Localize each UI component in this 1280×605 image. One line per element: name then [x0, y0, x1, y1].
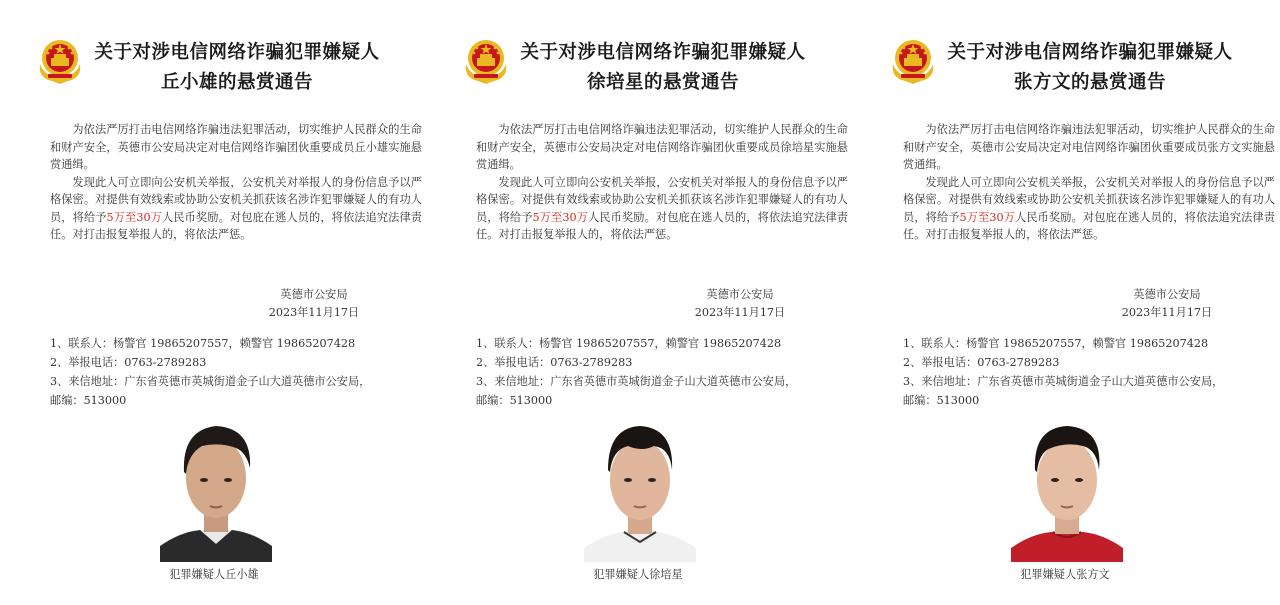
mail-address: 3、来信地址：广东省英德市英城街道金子山大道英德市公安局， — [50, 375, 371, 388]
contact-list — [50, 334, 422, 410]
issuer-name: 英德市公安局 — [280, 288, 348, 301]
issuer-block — [680, 286, 800, 321]
paragraph-1: 为依法严厉打击电信网络诈骗违法犯罪活动，切实维护人民群众的生命和财产安全，英德市公安局决定对电信网络诈骗团伙重要成员张方文实施悬赏通缉。 — [903, 123, 1275, 171]
paragraph-2-start: 发现此人可立即向公安机关举报，公安机关对举报人的身份信息予以严格保密。对提供有效线索或协助公安机关抓获该名涉诈犯罪嫌疑人的有功人员，将给予 — [903, 175, 1275, 224]
title-line-1: 关于对涉电信网络诈骗犯罪嫌疑人 — [520, 42, 806, 63]
postcode: 邮编：513000 — [50, 394, 127, 407]
issue-date: 2023年11月17日 — [694, 305, 786, 319]
contact-list — [476, 334, 848, 410]
paragraph-1: 为依法严厉打击电信网络诈骗违法犯罪活动，切实维护人民群众的生命和财产安全，英德市公安局决定对电信网络诈骗团伙重要成员徐培星实施悬赏通缉。 — [476, 123, 848, 171]
suspect-photo — [160, 414, 272, 562]
suspect-caption: 犯罪嫌疑人丘小雄 — [169, 568, 259, 581]
contact-persons: 1、联系人：杨警官 19865207557，赖警官 19865207428 — [903, 337, 1209, 350]
reward-amount: 5万至30万 — [959, 210, 1016, 224]
mail-address: 3、来信地址：广东省英德市英城街道金子山大道英德市公安局， — [476, 375, 797, 388]
paragraph-2-end: 人民币奖励。对包庇在逃人员的，将依法追究法律责任。对打击报复举报人的，将依法严惩。 — [50, 210, 422, 241]
postcode: 邮编：513000 — [476, 394, 553, 407]
issue-date: 2023年11月17日 — [1121, 305, 1213, 319]
paragraph-2-start: 发现此人可立即向公安机关举报，公安机关对举报人的身份信息予以严格保密。对提供有效线索或协助公安机关抓获该名涉诈犯罪嫌疑人的有功人员，将给予 — [476, 175, 848, 224]
paragraph-2-start: 发现此人可立即向公安机关举报，公安机关对举报人的身份信息予以严格保密。对提供有效线索或协助公安机关抓获该名涉诈犯罪嫌疑人的有功人员，将给予 — [50, 175, 422, 224]
notice-body — [903, 121, 1275, 244]
suspect-photo — [1011, 414, 1123, 562]
suspect-photo — [584, 414, 696, 562]
reward-amount: 5万至30万 — [532, 210, 589, 224]
title-line-1: 关于对涉电信网络诈骗犯罪嫌疑人 — [94, 42, 380, 63]
suspect-caption: 犯罪嫌疑人徐培星 — [593, 568, 683, 581]
issuer-block — [254, 286, 374, 321]
paragraph-2 — [903, 174, 1275, 244]
issue-date: 2023年11月17日 — [268, 305, 360, 319]
title-line-2: 张方文的悬赏通告 — [1013, 72, 1166, 93]
national-emblem-icon — [460, 34, 512, 86]
notice-body — [476, 121, 848, 244]
notice-body — [50, 121, 422, 244]
notice-3 — [887, 0, 1279, 605]
notice-title — [518, 38, 808, 98]
title-line-2: 丘小雄的悬赏通告 — [160, 72, 313, 93]
contact-persons: 1、联系人：杨警官 19865207557，赖警官 19865207428 — [476, 337, 782, 350]
contact-list — [903, 334, 1275, 410]
notice-1 — [34, 0, 426, 605]
notice-title — [945, 38, 1235, 98]
title-line-2: 徐培星的悬赏通告 — [586, 72, 739, 93]
issuer-name: 英德市公安局 — [1133, 288, 1201, 301]
report-phone: 2、举报电话：0763-2789283 — [476, 356, 633, 369]
national-emblem-icon — [887, 34, 939, 86]
notice-title — [92, 38, 382, 98]
report-phone: 2、举报电话：0763-2789283 — [903, 356, 1060, 369]
issuer-block — [1107, 286, 1227, 321]
national-emblem-icon — [34, 34, 86, 86]
issuer-name: 英德市公安局 — [706, 288, 774, 301]
paragraph-2 — [476, 174, 848, 244]
mail-address: 3、来信地址：广东省英德市英城街道金子山大道英德市公安局， — [903, 375, 1224, 388]
notice-2 — [460, 0, 852, 605]
postcode: 邮编：513000 — [903, 394, 980, 407]
contact-persons: 1、联系人：杨警官 19865207557，赖警官 19865207428 — [50, 337, 356, 350]
paragraph-2 — [50, 174, 422, 244]
title-line-1: 关于对涉电信网络诈骗犯罪嫌疑人 — [947, 42, 1233, 63]
reward-amount: 5万至30万 — [106, 210, 163, 224]
paragraph-2-end: 人民币奖励。对包庇在逃人员的，将依法追究法律责任。对打击报复举报人的，将依法严惩。 — [476, 210, 848, 241]
suspect-caption: 犯罪嫌疑人张方文 — [1020, 568, 1110, 581]
paragraph-2-end: 人民币奖励。对包庇在逃人员的，将依法追究法律责任。对打击报复举报人的，将依法严惩。 — [903, 210, 1275, 241]
report-phone: 2、举报电话：0763-2789283 — [50, 356, 207, 369]
paragraph-1: 为依法严厉打击电信网络诈骗违法犯罪活动，切实维护人民群众的生命和财产安全，英德市公安局决定对电信网络诈骗团伙重要成员丘小雄实施悬赏通缉。 — [50, 123, 422, 171]
